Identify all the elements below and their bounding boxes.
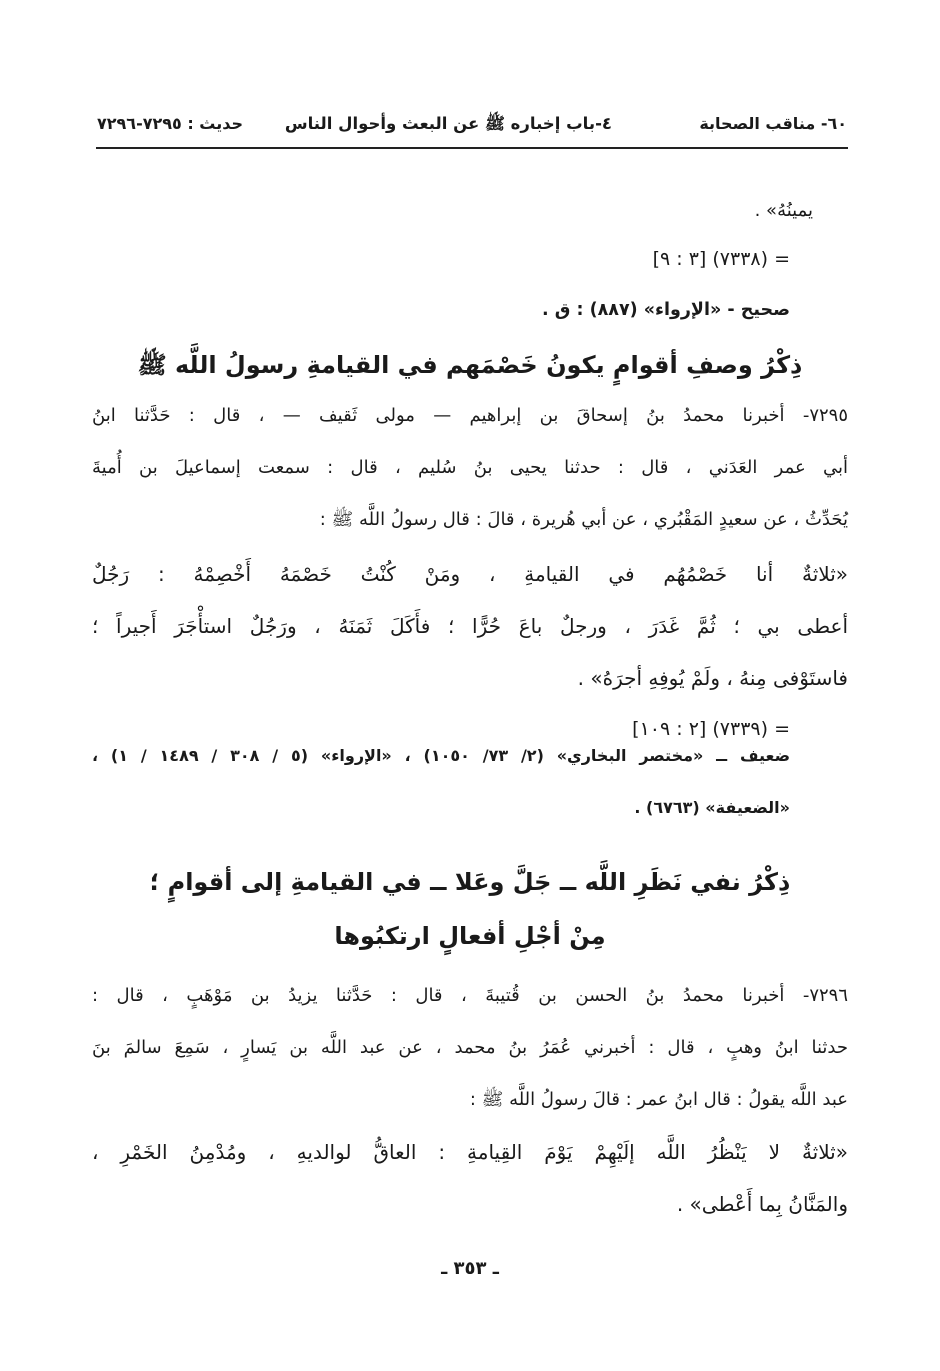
isnad-line: عبد اللَّه يقولُ : قال ابنُ عمر : قالَ رسولُ اللَّه ﷺ :: [469, 1089, 848, 1110]
isnad-line: ٧٢٩٥- أخبرنا محمدُ بنُ إسحاقَ بن إبراهيم — مولى ثَقيف — ، قال : حَدَّثنا ابنُ: [92, 405, 848, 426]
running-header: [97, 110, 847, 142]
isnad-line: حدثنا ابنُ وهبٍ ، قال : أخبرني عُمَرُ بنُ محمد ، عن عبد اللَّه بن يَسارٍ ، سَمِعَ سالمَ بنَ: [92, 1037, 848, 1058]
isnad-line: ٧٢٩٦- أخبرنا محمدُ بنُ الحسن بن قُتيبةَ ، قال : حَدَّثنا يزيدُ بن مَوْهَبٍ ، قال :: [92, 985, 848, 1006]
matn-7295: [92, 548, 848, 704]
hadith-7295-reference: = (٧٣٣٩) [٢ : ١٠٩]: [632, 718, 790, 740]
matn-line: والمَنَّانُ بِما أَعْطى» .: [676, 1192, 848, 1216]
matn-line: أعطى بي ؛ ثُمَّ غَدَرَ ، ورجلٌ باعَ حُرًّا ؛ فأَكَلَ ثَمَنَهُ ، ورَجُلٌ استأْجَرَ أَجيراً ؛: [92, 614, 848, 638]
chapter-heading-7296-line1: ذِكْرُ نفي نَظَرِ اللَّه ــ جَلَّ وعَلا ــ في القيامةِ إلى أقوامٍ ؛: [149, 868, 791, 896]
matn-line: «ثلاثةٌ أنا خَصْمُهُم في القيامةِ ، ومَنْ كُنْتُ خَصْمَهُ أَخْصِمْهُ : رَجُلٌ: [92, 562, 848, 586]
chapter-heading-7295: ذِكْرُ وصفِ أقوامٍ يكونُ خَصْمَهم في القيامةِ رسولُ اللَّه ﷺ: [137, 351, 803, 379]
hadith-range: حديث : ٧٢٩٥-٧٢٩٦: [97, 114, 244, 133]
matn-line: «ثلاثةٌ لا يَنْظُرُ اللَّه إلَيْهِمْ يَوْمَ القِيامةِ : العاقُّ لوالديهِ ، ومُدْمِنُ الخَمْرِ ،: [92, 1140, 848, 1164]
matn-7296: [92, 1126, 848, 1230]
previous-hadith-grade: صحيح - «الإرواء» (٨٨٧) : ق .: [542, 300, 790, 320]
page-number: ـ ٣٥٣ ـ: [441, 1258, 499, 1279]
matn-line: فاستَوْفى مِنهُ ، ولَمْ يُوفِهِ أجرَهُ» .: [577, 666, 848, 690]
isnad-7295: [92, 390, 848, 546]
previous-hadith-reference: = (٧٣٣٨) [٣ : ٩]: [652, 248, 790, 270]
chapter-heading-7296-line2: مِنْ أجْلِ أفعالٍ ارتكبُوها: [334, 922, 606, 950]
grade-line: ضعيف ــ «مختصر البخاري» (٢/ ٧٣/ ١٠٥٠) ، «الإرواء» (٥ / ٣٠٨ / ١٤٨٩ / ١) ،: [92, 746, 791, 765]
isnad-7296: [92, 970, 848, 1126]
isnad-line: يُحَدِّثُ ، عن سعيدٍ المَقْبُري ، عن أبي هُريرة ، قالَ : قال رسولُ اللَّه ﷺ :: [319, 509, 848, 530]
header-divider: [96, 147, 848, 149]
previous-hadith-continuation: يمينُهُ» .: [754, 200, 813, 221]
isnad-line: أبي عمر العَدَني ، قال : حدثنا يحيى بنُ سُليم ، قال : سمعت إسماعيلَ بن أُميةَ: [92, 457, 848, 478]
hadith-7295-grade: [92, 730, 790, 834]
grade-line: «الضعيفة» (٦٧٦٣) .: [634, 798, 790, 817]
section-title: ٤-باب إخباره ﷺ عن البعث وأحوال الناس: [284, 114, 612, 133]
chapter-title: ٦٠- مناقب الصحابة: [699, 114, 847, 133]
